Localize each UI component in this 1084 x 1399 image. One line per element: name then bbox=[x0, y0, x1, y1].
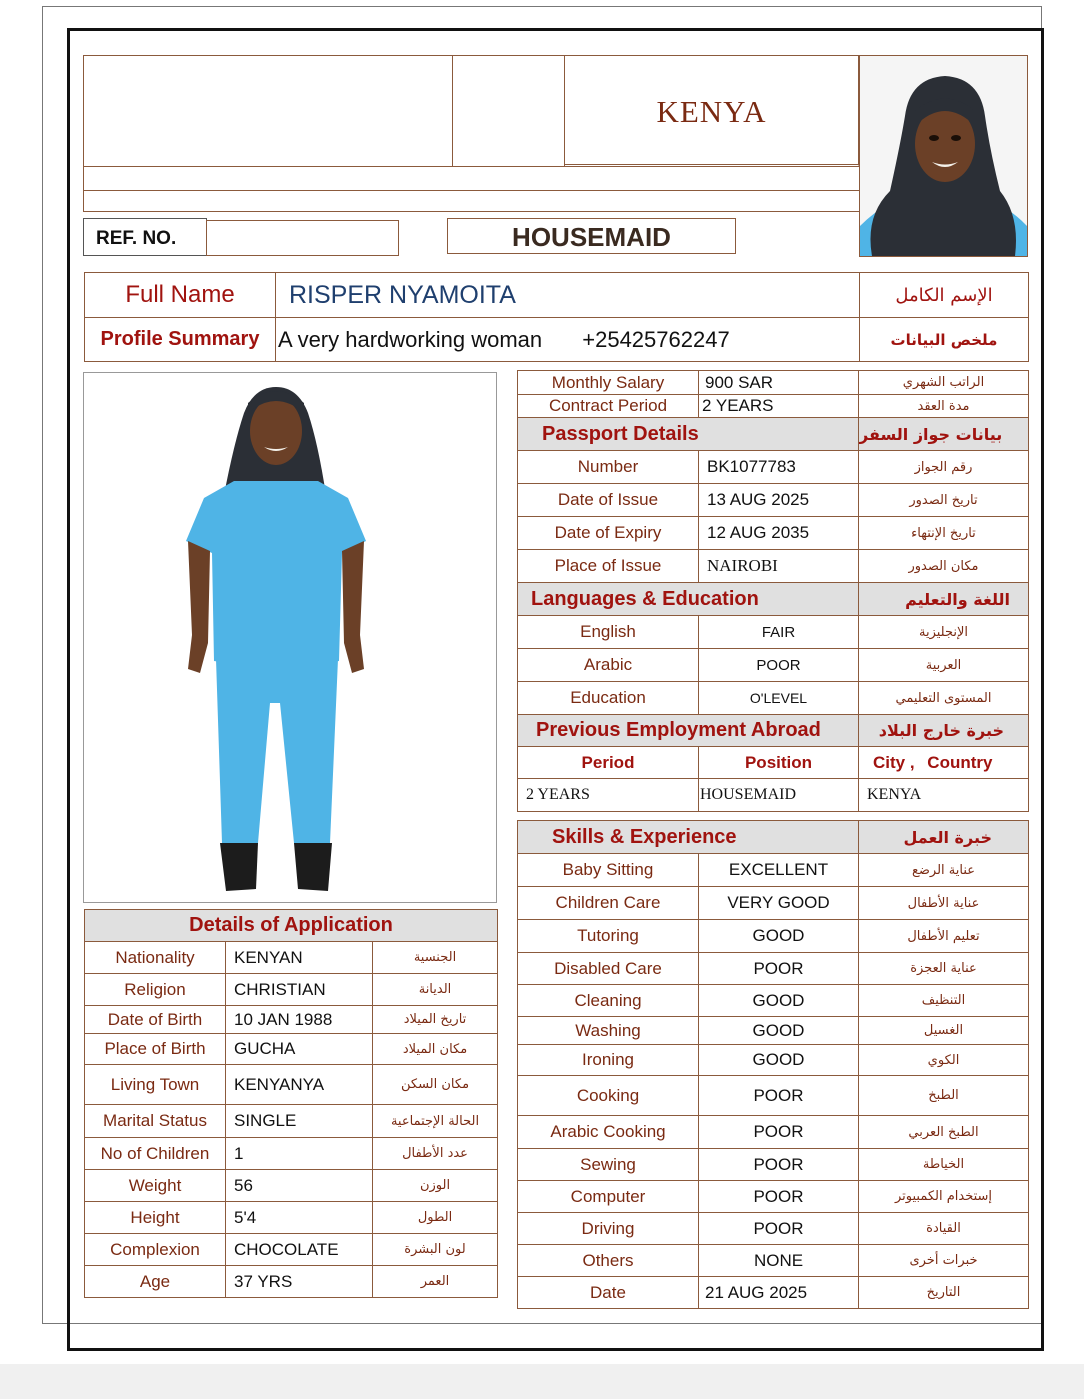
row-value: FAIR bbox=[699, 616, 859, 649]
table-row bbox=[518, 1045, 1029, 1076]
row-label: Computer bbox=[518, 1181, 699, 1213]
row-label: Height bbox=[85, 1202, 226, 1234]
table-row bbox=[518, 371, 1029, 395]
row-value: POOR bbox=[699, 649, 859, 682]
application-table bbox=[84, 909, 498, 1298]
spacer-cell bbox=[518, 812, 1029, 821]
table-row bbox=[518, 1245, 1029, 1277]
row-value: NAIROBI bbox=[699, 550, 859, 583]
row-value: 1 bbox=[226, 1138, 373, 1170]
skills-title-ar: خبرة العمل bbox=[859, 821, 1029, 854]
row-value: SINGLE bbox=[226, 1105, 373, 1138]
table-row bbox=[85, 1202, 498, 1234]
row-arabic: الوزن bbox=[373, 1170, 498, 1202]
employment-position: HOUSEMAID bbox=[699, 779, 859, 812]
table-row bbox=[518, 1149, 1029, 1181]
row-label: Children Care bbox=[518, 887, 699, 920]
table-row bbox=[518, 1213, 1029, 1245]
row-label: Tutoring bbox=[518, 920, 699, 953]
profile-value-cell bbox=[276, 318, 860, 362]
row-arabic: رقم الجواز bbox=[859, 451, 1029, 484]
passport-title-ar: بيانات جواز السفر bbox=[859, 418, 1029, 451]
row-label: Arabic Cooking bbox=[518, 1116, 699, 1149]
row-label: Age bbox=[85, 1266, 226, 1298]
table-row bbox=[85, 974, 498, 1006]
row-label: Disabled Care bbox=[518, 953, 699, 985]
header-logo-box bbox=[83, 55, 453, 167]
employment-title-ar: خبرة خارج البلاد bbox=[859, 715, 1029, 747]
row-label: Baby Sitting bbox=[518, 854, 699, 887]
application-title: Details of Application bbox=[85, 910, 498, 942]
col-city: City , bbox=[873, 752, 915, 772]
row-arabic: عناية العجزة bbox=[859, 953, 1029, 985]
employment-header-row bbox=[518, 715, 1029, 747]
row-arabic: عناية الرضع bbox=[859, 854, 1029, 887]
table-row bbox=[518, 1181, 1029, 1213]
languages-title: Languages & Education bbox=[518, 583, 859, 616]
row-arabic: الخياطة bbox=[859, 1149, 1029, 1181]
row-value: EXCELLENT bbox=[699, 854, 859, 887]
col-city-country bbox=[859, 747, 1029, 779]
row-arabic: الإنجليزية bbox=[859, 616, 1029, 649]
bottom-strip bbox=[0, 1364, 1084, 1399]
row-arabic: إستخدام الكمبيوتر bbox=[859, 1181, 1029, 1213]
row-arabic: المستوى التعليمي bbox=[859, 682, 1029, 715]
row-arabic: مكان الميلاد bbox=[373, 1034, 498, 1065]
woman-portrait-icon bbox=[860, 56, 1027, 256]
profile-value: A very hardworking woman bbox=[278, 326, 543, 352]
row-label: Monthly Salary bbox=[518, 371, 699, 395]
passport-title: Passport Details bbox=[518, 418, 859, 451]
row-value: CHOCOLATE bbox=[226, 1234, 373, 1266]
profile-label: Profile Summary bbox=[85, 318, 276, 362]
application-header-row bbox=[85, 910, 498, 942]
row-label: English bbox=[518, 616, 699, 649]
row-label: Date of Expiry bbox=[518, 517, 699, 550]
row-value: POOR bbox=[699, 1149, 859, 1181]
row-value: NONE bbox=[699, 1245, 859, 1277]
table-row bbox=[85, 1034, 498, 1065]
full-name-ar: الإسم الكامل bbox=[860, 273, 1029, 318]
row-value: GUCHA bbox=[226, 1034, 373, 1065]
col-country: Country bbox=[927, 752, 993, 772]
row-arabic: العمر bbox=[373, 1266, 498, 1298]
table-row bbox=[518, 953, 1029, 985]
employment-country: KENYA bbox=[859, 779, 1029, 812]
table-row bbox=[85, 1138, 498, 1170]
row-arabic: الطبخ bbox=[859, 1076, 1029, 1116]
row-label: Contract Period bbox=[518, 395, 699, 418]
table-row bbox=[518, 550, 1029, 583]
ref-label-box bbox=[83, 218, 207, 256]
header-strip-2 bbox=[83, 190, 860, 212]
position-box bbox=[447, 218, 736, 254]
table-row bbox=[518, 484, 1029, 517]
row-value: 37 YRS bbox=[226, 1266, 373, 1298]
row-arabic: مدة العقد bbox=[859, 395, 1029, 418]
passport-header-row bbox=[518, 418, 1029, 451]
row-arabic: الجنسية bbox=[373, 942, 498, 974]
table-row bbox=[518, 920, 1029, 953]
table-row bbox=[85, 1266, 498, 1298]
row-arabic: الراتب الشهري bbox=[859, 371, 1029, 395]
table-row bbox=[518, 451, 1029, 484]
row-label: Nationality bbox=[85, 942, 226, 974]
table-row bbox=[85, 1105, 498, 1138]
row-arabic: تعليم الأطفال bbox=[859, 920, 1029, 953]
languages-title-ar: اللغة والتعليم bbox=[859, 583, 1029, 616]
row-arabic: الطول bbox=[373, 1202, 498, 1234]
table-row bbox=[85, 1170, 498, 1202]
ref-value-box bbox=[206, 220, 399, 256]
header-blank-box bbox=[452, 55, 565, 167]
table-row bbox=[518, 887, 1029, 920]
row-arabic: تاريخ الصدور bbox=[859, 484, 1029, 517]
row-label: Religion bbox=[85, 974, 226, 1006]
row-label: Cooking bbox=[518, 1076, 699, 1116]
phone-number: +25425762247 bbox=[582, 326, 730, 352]
row-label: Place of Birth bbox=[85, 1034, 226, 1065]
row-arabic: تاريخ الإنتهاء bbox=[859, 517, 1029, 550]
spacer-row bbox=[518, 812, 1029, 821]
row-arabic: مكان الصدور bbox=[859, 550, 1029, 583]
row-arabic: العربية bbox=[859, 649, 1029, 682]
table-row bbox=[518, 395, 1029, 418]
row-value: POOR bbox=[699, 1116, 859, 1149]
row-value: GOOD bbox=[699, 920, 859, 953]
row-label: Number bbox=[518, 451, 699, 484]
row-arabic: الطبخ العربي bbox=[859, 1116, 1029, 1149]
contract-table bbox=[517, 370, 1029, 1309]
table-row bbox=[518, 517, 1029, 550]
woman-full-body-icon bbox=[84, 373, 496, 902]
row-label: Driving bbox=[518, 1213, 699, 1245]
country-box bbox=[564, 55, 859, 167]
employment-period: 2 YEARS bbox=[518, 779, 699, 812]
table-row bbox=[85, 942, 498, 974]
row-label: Date of Birth bbox=[85, 1006, 226, 1034]
row-value: 2 YEARS bbox=[699, 395, 859, 418]
row-value: GOOD bbox=[699, 1017, 859, 1045]
table-row bbox=[518, 1277, 1029, 1309]
skills-title: Skills & Experience bbox=[518, 821, 859, 854]
profile-ar: ملخص البيانات bbox=[860, 318, 1029, 362]
row-value: POOR bbox=[699, 1076, 859, 1116]
row-arabic: القيادة bbox=[859, 1213, 1029, 1245]
row-arabic: الحالة الإجتماعية bbox=[373, 1105, 498, 1138]
languages-header-row bbox=[518, 583, 1029, 616]
row-value: 900 SAR bbox=[699, 371, 859, 395]
employment-row bbox=[518, 779, 1029, 812]
position-title: HOUSEMAID bbox=[512, 222, 671, 252]
header-strip-1 bbox=[83, 166, 860, 191]
row-arabic: الغسيل bbox=[859, 1017, 1029, 1045]
row-label: Living Town bbox=[85, 1065, 226, 1105]
row-value: O'LEVEL bbox=[699, 682, 859, 715]
row-label: Date bbox=[518, 1277, 699, 1309]
row-label: Complexion bbox=[85, 1234, 226, 1266]
row-arabic: خبرات أخرى bbox=[859, 1245, 1029, 1277]
profile-row bbox=[85, 318, 1029, 362]
row-arabic: عناية الأطفال bbox=[859, 887, 1029, 920]
employment-title: Previous Employment Abroad bbox=[518, 715, 859, 747]
row-value: 5'4 bbox=[226, 1202, 373, 1234]
table-row bbox=[518, 1017, 1029, 1045]
table-row bbox=[518, 854, 1029, 887]
table-row bbox=[518, 985, 1029, 1017]
row-label: No of Children bbox=[85, 1138, 226, 1170]
row-label: Ironing bbox=[518, 1045, 699, 1076]
table-row bbox=[85, 1065, 498, 1105]
table-row bbox=[85, 1006, 498, 1034]
row-value: 13 AUG 2025 bbox=[699, 484, 859, 517]
table-row bbox=[518, 1116, 1029, 1149]
country-title: KENYA bbox=[656, 94, 767, 129]
row-label: Cleaning bbox=[518, 985, 699, 1017]
row-label: Date of Issue bbox=[518, 484, 699, 517]
table-row bbox=[85, 1234, 498, 1266]
row-arabic: الديانة bbox=[373, 974, 498, 1006]
full-name-label: Full Name bbox=[85, 273, 276, 318]
table-row bbox=[518, 1076, 1029, 1116]
row-label: Arabic bbox=[518, 649, 699, 682]
row-label: Washing bbox=[518, 1017, 699, 1045]
row-value: GOOD bbox=[699, 985, 859, 1017]
row-arabic: تاريخ الميلاد bbox=[373, 1006, 498, 1034]
row-arabic: عدد الأطفال bbox=[373, 1138, 498, 1170]
row-label: Weight bbox=[85, 1170, 226, 1202]
row-value: KENYANYA bbox=[226, 1065, 373, 1105]
row-arabic: التنظيف bbox=[859, 985, 1029, 1017]
row-label: Education bbox=[518, 682, 699, 715]
row-label: Others bbox=[518, 1245, 699, 1277]
row-value: POOR bbox=[699, 1181, 859, 1213]
row-arabic: مكان السكن bbox=[373, 1065, 498, 1105]
row-label: Marital Status bbox=[85, 1105, 226, 1138]
row-value: POOR bbox=[699, 1213, 859, 1245]
row-arabic: التاريخ bbox=[859, 1277, 1029, 1309]
row-arabic: لون البشرة bbox=[373, 1234, 498, 1266]
row-label: Sewing bbox=[518, 1149, 699, 1181]
row-value: CHRISTIAN bbox=[226, 974, 373, 1006]
skills-header-row bbox=[518, 821, 1029, 854]
full-body-photo bbox=[83, 372, 497, 903]
row-value: 56 bbox=[226, 1170, 373, 1202]
table-row bbox=[518, 649, 1029, 682]
row-value: POOR bbox=[699, 953, 859, 985]
ref-label: REF. NO. bbox=[96, 228, 177, 249]
row-label: Place of Issue bbox=[518, 550, 699, 583]
row-arabic: الكوي bbox=[859, 1045, 1029, 1076]
employment-columns-row bbox=[518, 747, 1029, 779]
col-position: Position bbox=[699, 747, 859, 779]
row-value: BK1077783 bbox=[699, 451, 859, 484]
col-period: Period bbox=[518, 747, 699, 779]
table-row bbox=[518, 682, 1029, 715]
row-value: VERY GOOD bbox=[699, 887, 859, 920]
full-name-row bbox=[85, 273, 1029, 318]
table-row bbox=[518, 616, 1029, 649]
identity-table bbox=[84, 272, 1029, 362]
row-value: 10 JAN 1988 bbox=[226, 1006, 373, 1034]
row-value: GOOD bbox=[699, 1045, 859, 1076]
row-value: 12 AUG 2035 bbox=[699, 517, 859, 550]
row-value: 21 AUG 2025 bbox=[699, 1277, 859, 1309]
row-value: KENYAN bbox=[226, 942, 373, 974]
portrait-frame bbox=[859, 55, 1028, 257]
full-name-value: RISPER NYAMOITA bbox=[276, 273, 860, 318]
